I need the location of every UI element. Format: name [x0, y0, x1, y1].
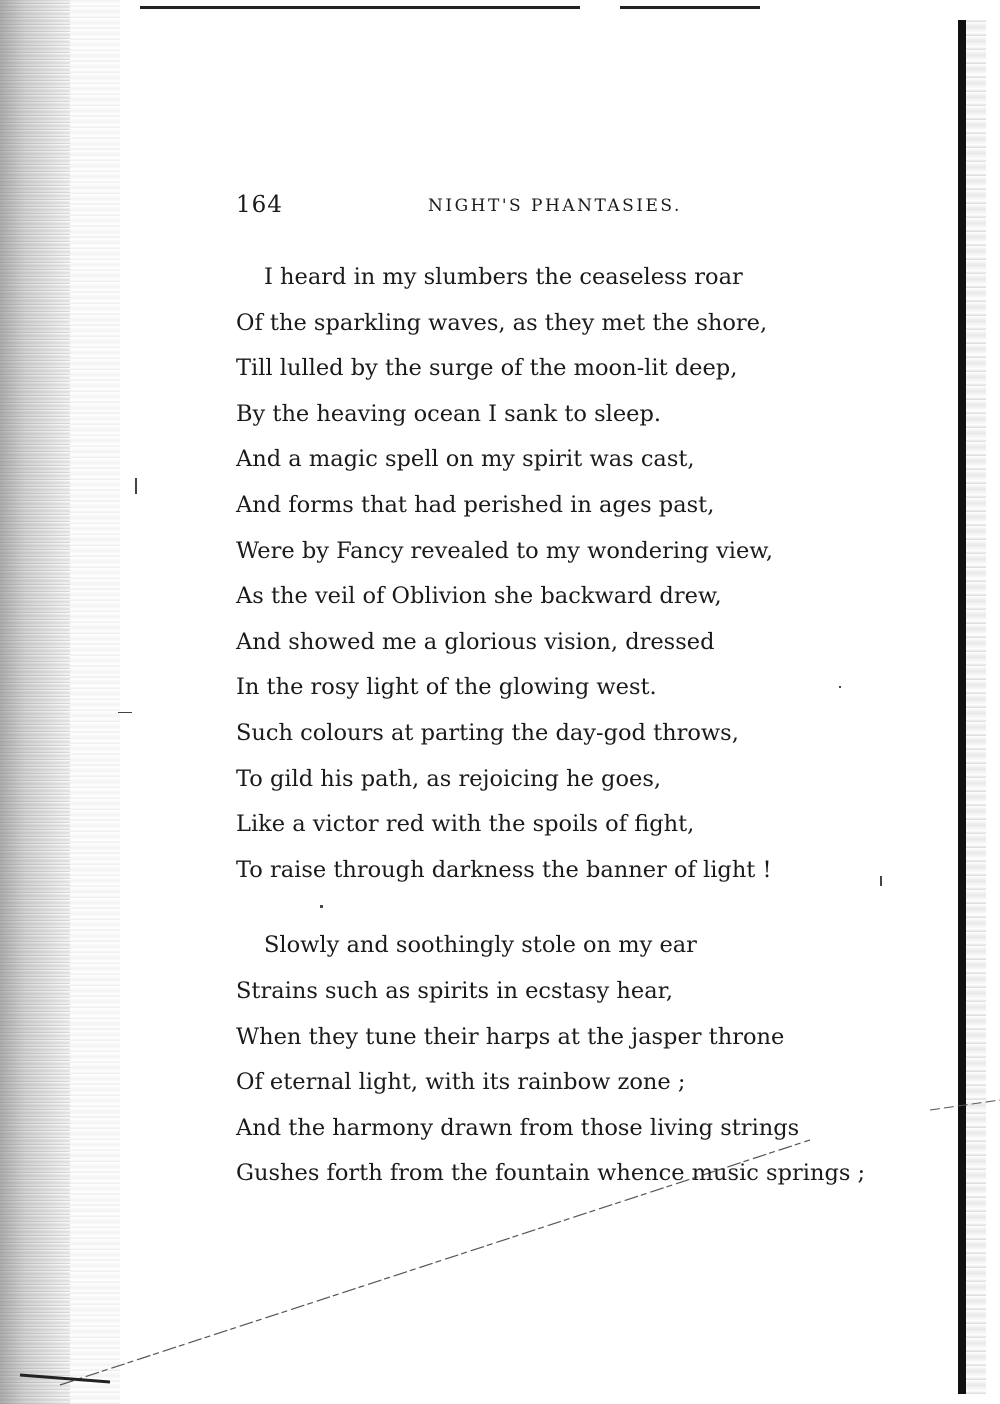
poem-stanza	[236, 255, 936, 893]
poem-line: I heard in my slumbers the ceaseless roar	[264, 264, 743, 290]
poem-line: Of eternal light, with its rainbow zone ;	[236, 1069, 686, 1096]
page-header	[236, 192, 736, 228]
poem-line: Till lulled by the surge of the moon-lit deep,	[236, 355, 738, 382]
poem-line: Slowly and soothingly stole on my ear	[264, 932, 697, 959]
poem-line: In the rosy light of the glowing west.	[236, 674, 657, 701]
poem-line: As the veil of Oblivion she backward drew,	[236, 583, 722, 610]
poem-line: And the harmony drawn from those living strings	[236, 1114, 800, 1141]
poem-line: And a magic spell on my spirit was cast,	[236, 446, 695, 473]
page-number: 164	[236, 192, 283, 218]
poem-line: And forms that had perished in ages past,	[236, 491, 715, 518]
stray-ink-mark	[135, 478, 137, 494]
poem-line: Such colours at parting the day-god throws,	[236, 719, 739, 746]
poem-body	[236, 255, 936, 1197]
stray-ink-mark	[118, 712, 132, 713]
poem-line: Were by Fancy revealed to my wondering view,	[236, 537, 774, 564]
poem-line: To gild his path, as rejoicing he goes,	[236, 765, 662, 792]
poem-line: To raise through darkness the banner of light !	[236, 856, 772, 883]
poem-line: Gushes forth from the fountain whence music springs ;	[236, 1160, 866, 1187]
poem-line: Strains such as spirits in ecstasy hear,	[236, 977, 674, 1004]
poem-stanza	[236, 923, 936, 1197]
running-title: NIGHT'S PHANTASIES.	[428, 196, 682, 216]
poem-line: Like a victor red with the spoils of fight,	[236, 811, 695, 838]
poem-line: And showed me a glorious vision, dressed	[236, 628, 715, 655]
poem-line: Of the sparkling waves, as they met the shore,	[236, 309, 768, 336]
poem-line: By the heaving ocean I sank to sleep.	[236, 400, 662, 427]
poem-line: When they tune their harps at the jasper throne	[236, 1023, 785, 1050]
